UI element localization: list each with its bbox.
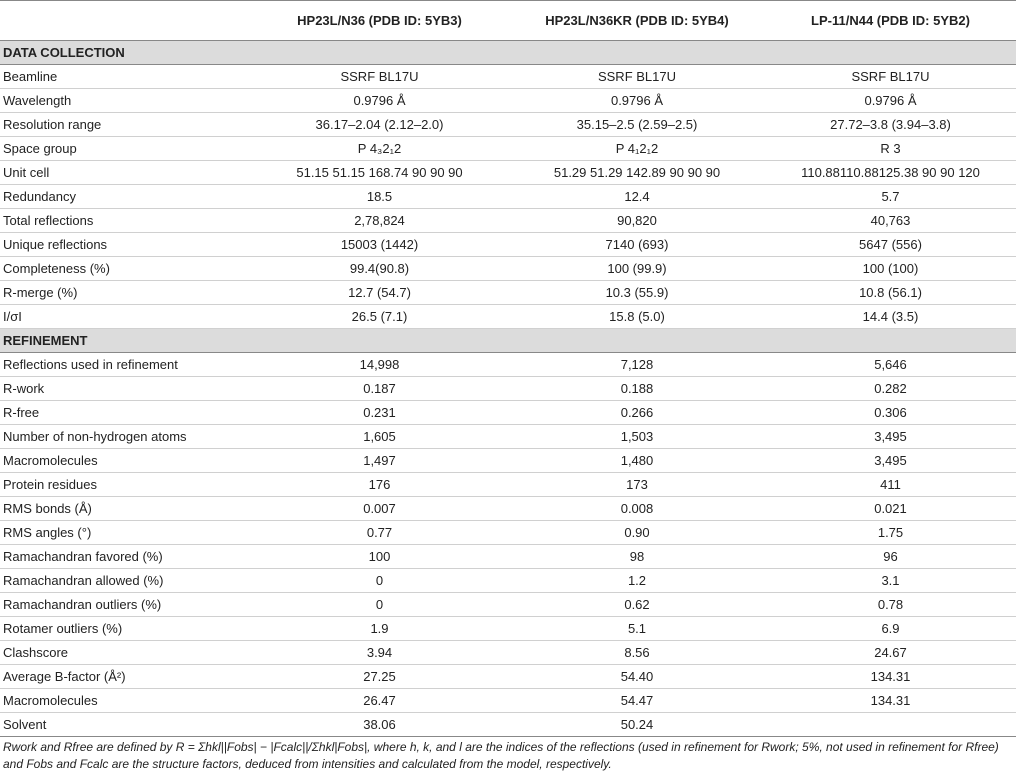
row-value: 5647 (556): [765, 233, 1016, 257]
row-value: 0.021: [765, 497, 1016, 521]
row-label: Space group: [0, 137, 250, 161]
table-row: [0, 449, 1016, 473]
row-label: Protein residues: [0, 473, 250, 497]
row-value: 15003 (1442): [250, 233, 509, 257]
table-row: [0, 209, 1016, 233]
row-value: R 3: [765, 137, 1016, 161]
row-value: 27.72–3.8 (3.94–3.8): [765, 113, 1016, 137]
row-value: 51.29 51.29 142.89 90 90 90: [509, 161, 765, 185]
row-value: SSRF BL17U: [765, 65, 1016, 89]
row-value: 27.25: [250, 665, 509, 689]
table-row: [0, 233, 1016, 257]
row-value: 51.15 51.15 168.74 90 90 90: [250, 161, 509, 185]
row-value: P 4₃2₁2: [250, 137, 509, 161]
table-row: [0, 113, 1016, 137]
table-row: [0, 401, 1016, 425]
row-value: 10.3 (55.9): [509, 281, 765, 305]
row-value: [765, 713, 1016, 737]
row-label: Total reflections: [0, 209, 250, 233]
row-value: 100 (100): [765, 257, 1016, 281]
row-label: Ramachandran allowed (%): [0, 569, 250, 593]
row-value: 0.90: [509, 521, 765, 545]
row-value: 411: [765, 473, 1016, 497]
table-row: [0, 473, 1016, 497]
table-row: [0, 137, 1016, 161]
table-row: [0, 281, 1016, 305]
table-row: [0, 593, 1016, 617]
row-value: 3,495: [765, 449, 1016, 473]
row-value: 14.4 (3.5): [765, 305, 1016, 329]
table-row: [0, 425, 1016, 449]
row-value: 3.1: [765, 569, 1016, 593]
row-value: 12.4: [509, 185, 765, 209]
table-row: [0, 617, 1016, 641]
row-value: 1,605: [250, 425, 509, 449]
row-label: Average B-factor (Å²): [0, 665, 250, 689]
row-label: Reflections used in refinement: [0, 353, 250, 377]
row-value: 12.7 (54.7): [250, 281, 509, 305]
row-label: R-work: [0, 377, 250, 401]
row-value: SSRF BL17U: [250, 65, 509, 89]
row-value: 1,497: [250, 449, 509, 473]
row-value: 0.231: [250, 401, 509, 425]
table-row: [0, 521, 1016, 545]
row-value: 6.9: [765, 617, 1016, 641]
row-value: 0.62: [509, 593, 765, 617]
row-label: Ramachandran outliers (%): [0, 593, 250, 617]
row-label: Macromolecules: [0, 449, 250, 473]
row-value: 54.47: [509, 689, 765, 713]
table-footnote: [3, 739, 1013, 773]
section-header: [0, 41, 1016, 65]
row-value: 38.06: [250, 713, 509, 737]
row-value: 18.5: [250, 185, 509, 209]
section-title: REFINEMENT: [0, 329, 1016, 353]
row-value: 99.4(90.8): [250, 257, 509, 281]
row-value: 3,495: [765, 425, 1016, 449]
table-row: [0, 497, 1016, 521]
row-value: 0.008: [509, 497, 765, 521]
row-label: Ramachandran favored (%): [0, 545, 250, 569]
row-value: 134.31: [765, 689, 1016, 713]
row-value: 5.1: [509, 617, 765, 641]
row-value: 35.15–2.5 (2.59–2.5): [509, 113, 765, 137]
row-value: 5,646: [765, 353, 1016, 377]
row-value: 0.188: [509, 377, 765, 401]
row-label: Macromolecules: [0, 689, 250, 713]
header-hp23l-n36: HP23L/N36 (PDB ID: 5YB3): [250, 1, 509, 41]
row-label: Number of non-hydrogen atoms: [0, 425, 250, 449]
row-value: 14,998: [250, 353, 509, 377]
row-value: P 4₁2₁2: [509, 137, 765, 161]
table-body: [0, 41, 1016, 737]
row-label: Unique reflections: [0, 233, 250, 257]
row-value: 8.56: [509, 641, 765, 665]
row-value: 15.8 (5.0): [509, 305, 765, 329]
row-value: 26.5 (7.1): [250, 305, 509, 329]
row-value: 100 (99.9): [509, 257, 765, 281]
row-value: 0.007: [250, 497, 509, 521]
row-label: Completeness (%): [0, 257, 250, 281]
table-row: [0, 89, 1016, 113]
row-value: 173: [509, 473, 765, 497]
footnote-text: Rwork and Rfree are defined by R = Σhkl||Fobs| − |Fcalc||/Σhkl|Fobs|, where h, k, and l are the indices of the reflections (used in refinement for Rwork; 5%, not used in refinement for Rfree) and Fobs and Fcalc are the structure factors, deduced from intensities and calculated from the model, respectively.: [3, 740, 999, 771]
row-label: Redundancy: [0, 185, 250, 209]
table-row: [0, 713, 1016, 737]
row-value: 24.67: [765, 641, 1016, 665]
row-value: 0.9796 Å: [765, 89, 1016, 113]
row-value: 100: [250, 545, 509, 569]
table-row: [0, 65, 1016, 89]
row-value: 1.9: [250, 617, 509, 641]
table-row: [0, 545, 1016, 569]
row-value: 96: [765, 545, 1016, 569]
table-row: [0, 161, 1016, 185]
header-empty: [0, 1, 250, 41]
header-lp11-n44: LP-11/N44 (PDB ID: 5YB2): [765, 1, 1016, 41]
row-value: 0.306: [765, 401, 1016, 425]
row-value: 1,480: [509, 449, 765, 473]
row-label: Unit cell: [0, 161, 250, 185]
row-value: 0.9796 Å: [509, 89, 765, 113]
row-value: 0.78: [765, 593, 1016, 617]
row-value: 90,820: [509, 209, 765, 233]
table-row: [0, 377, 1016, 401]
table-row: [0, 305, 1016, 329]
row-value: 134.31: [765, 665, 1016, 689]
row-value: 1.75: [765, 521, 1016, 545]
row-value: 1.2: [509, 569, 765, 593]
section-header: [0, 329, 1016, 353]
row-value: 10.8 (56.1): [765, 281, 1016, 305]
row-value: 36.17–2.04 (2.12–2.0): [250, 113, 509, 137]
row-value: 0.282: [765, 377, 1016, 401]
row-label: R-merge (%): [0, 281, 250, 305]
row-value: 5.7: [765, 185, 1016, 209]
row-value: 176: [250, 473, 509, 497]
row-label: Resolution range: [0, 113, 250, 137]
row-label: RMS bonds (Å): [0, 497, 250, 521]
row-value: 54.40: [509, 665, 765, 689]
row-label: I/σI: [0, 305, 250, 329]
table-row: [0, 665, 1016, 689]
header-hp23l-n36kr: HP23L/N36KR (PDB ID: 5YB4): [509, 1, 765, 41]
table-row: [0, 353, 1016, 377]
row-value: 0.9796 Å: [250, 89, 509, 113]
row-label: Wavelength: [0, 89, 250, 113]
row-label: Beamline: [0, 65, 250, 89]
table-row: [0, 569, 1016, 593]
table-row: [0, 641, 1016, 665]
row-value: 26.47: [250, 689, 509, 713]
row-label: Clashscore: [0, 641, 250, 665]
row-value: 7,128: [509, 353, 765, 377]
row-value: 50.24: [509, 713, 765, 737]
row-label: Rotamer outliers (%): [0, 617, 250, 641]
row-value: 0.266: [509, 401, 765, 425]
row-value: 40,763: [765, 209, 1016, 233]
row-value: 0.187: [250, 377, 509, 401]
table-row: [0, 257, 1016, 281]
table-row: [0, 185, 1016, 209]
row-value: SSRF BL17U: [509, 65, 765, 89]
section-title: DATA COLLECTION: [0, 41, 1016, 65]
row-label: RMS angles (°): [0, 521, 250, 545]
row-value: 0.77: [250, 521, 509, 545]
row-value: 7140 (693): [509, 233, 765, 257]
row-value: 0: [250, 593, 509, 617]
row-value: 110.88110.88125.38 90 90 120: [765, 161, 1016, 185]
row-value: 3.94: [250, 641, 509, 665]
row-label: R-free: [0, 401, 250, 425]
row-value: 1,503: [509, 425, 765, 449]
row-label: Solvent: [0, 713, 250, 737]
row-value: 2,78,824: [250, 209, 509, 233]
row-value: 0: [250, 569, 509, 593]
header-row: [0, 1, 1016, 41]
table-row: [0, 689, 1016, 713]
row-value: 98: [509, 545, 765, 569]
